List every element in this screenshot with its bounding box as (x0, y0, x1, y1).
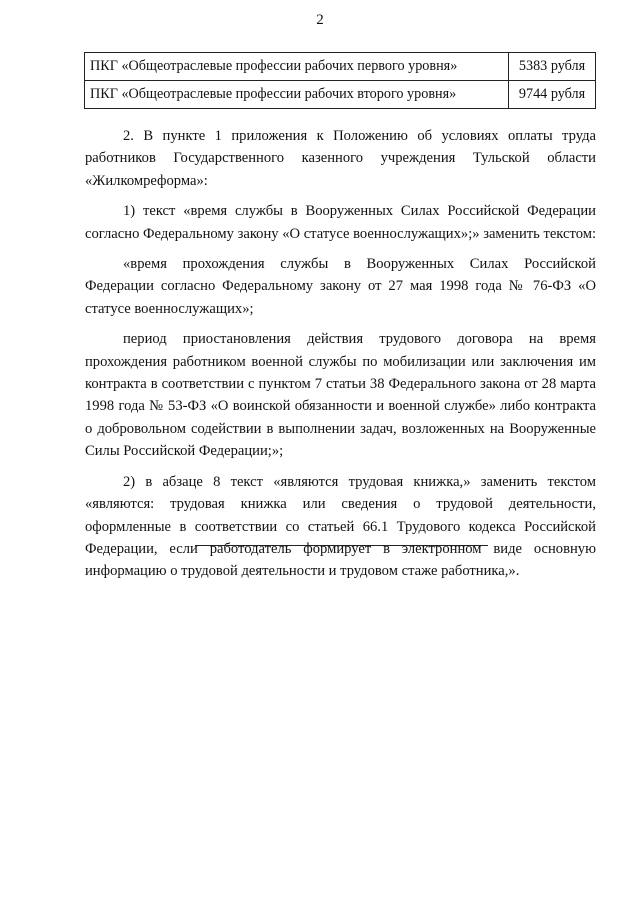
document-body (85, 125, 596, 591)
page-number: 2 (316, 12, 324, 28)
amount-cell: 9744 рубля (509, 81, 596, 109)
closing-divider-line (195, 545, 488, 546)
paragraph: 2) в абзаце 8 текст «являются трудовая книжка,» заменить текстом «являются: трудовая книжка или сведения о трудовой деятельности, оформленные в соответствии со статьей 66.1 Трудового кодекса Российской Федерации, если работодатель формирует в электронном виде основную информацию о трудовой деятельности и трудовом стаже работника,». (85, 473, 596, 580)
salary-table (84, 52, 596, 109)
paragraph: период приостановления действия трудового договора на время прохождения работником военной службы по мобилизации или заключения им контракта в соответствии с пунктом 7 статьи 38 Федерального закона от 28 марта 1998 года № 53-ФЗ «О воинской обязанности и военной службе» либо контракта о добровольном содействии в выполнении задач, возложенных на Вооруженные Силы Российской Федерации;»; (85, 331, 596, 460)
group-name-cell: ПКГ «Общеотраслевые профессии рабочих первого уровня» (85, 53, 509, 81)
paragraph: «время прохождения службы в Вооруженных Силах Российской Федерации согласно Федеральному закону от 27 мая 1998 года № 76-ФЗ «О статусе военнослужащих»; (85, 256, 596, 317)
paragraph: 1) текст «время службы в Вооруженных Силах Российской Федерации согласно Федеральному закону «О статусе военнослужащих»;» заменить текстом: (85, 203, 597, 242)
table-row (85, 53, 596, 81)
amount-cell: 5383 рубля (509, 53, 596, 81)
paragraph: 2. В пункте 1 приложения к Положению об условиях оплаты труда работников Государственного казенного учреждения Тульской области «Жилкомреформа»: (85, 128, 596, 189)
group-name-cell: ПКГ «Общеотраслевые профессии рабочих второго уровня» (85, 81, 509, 109)
table-row (85, 81, 596, 109)
